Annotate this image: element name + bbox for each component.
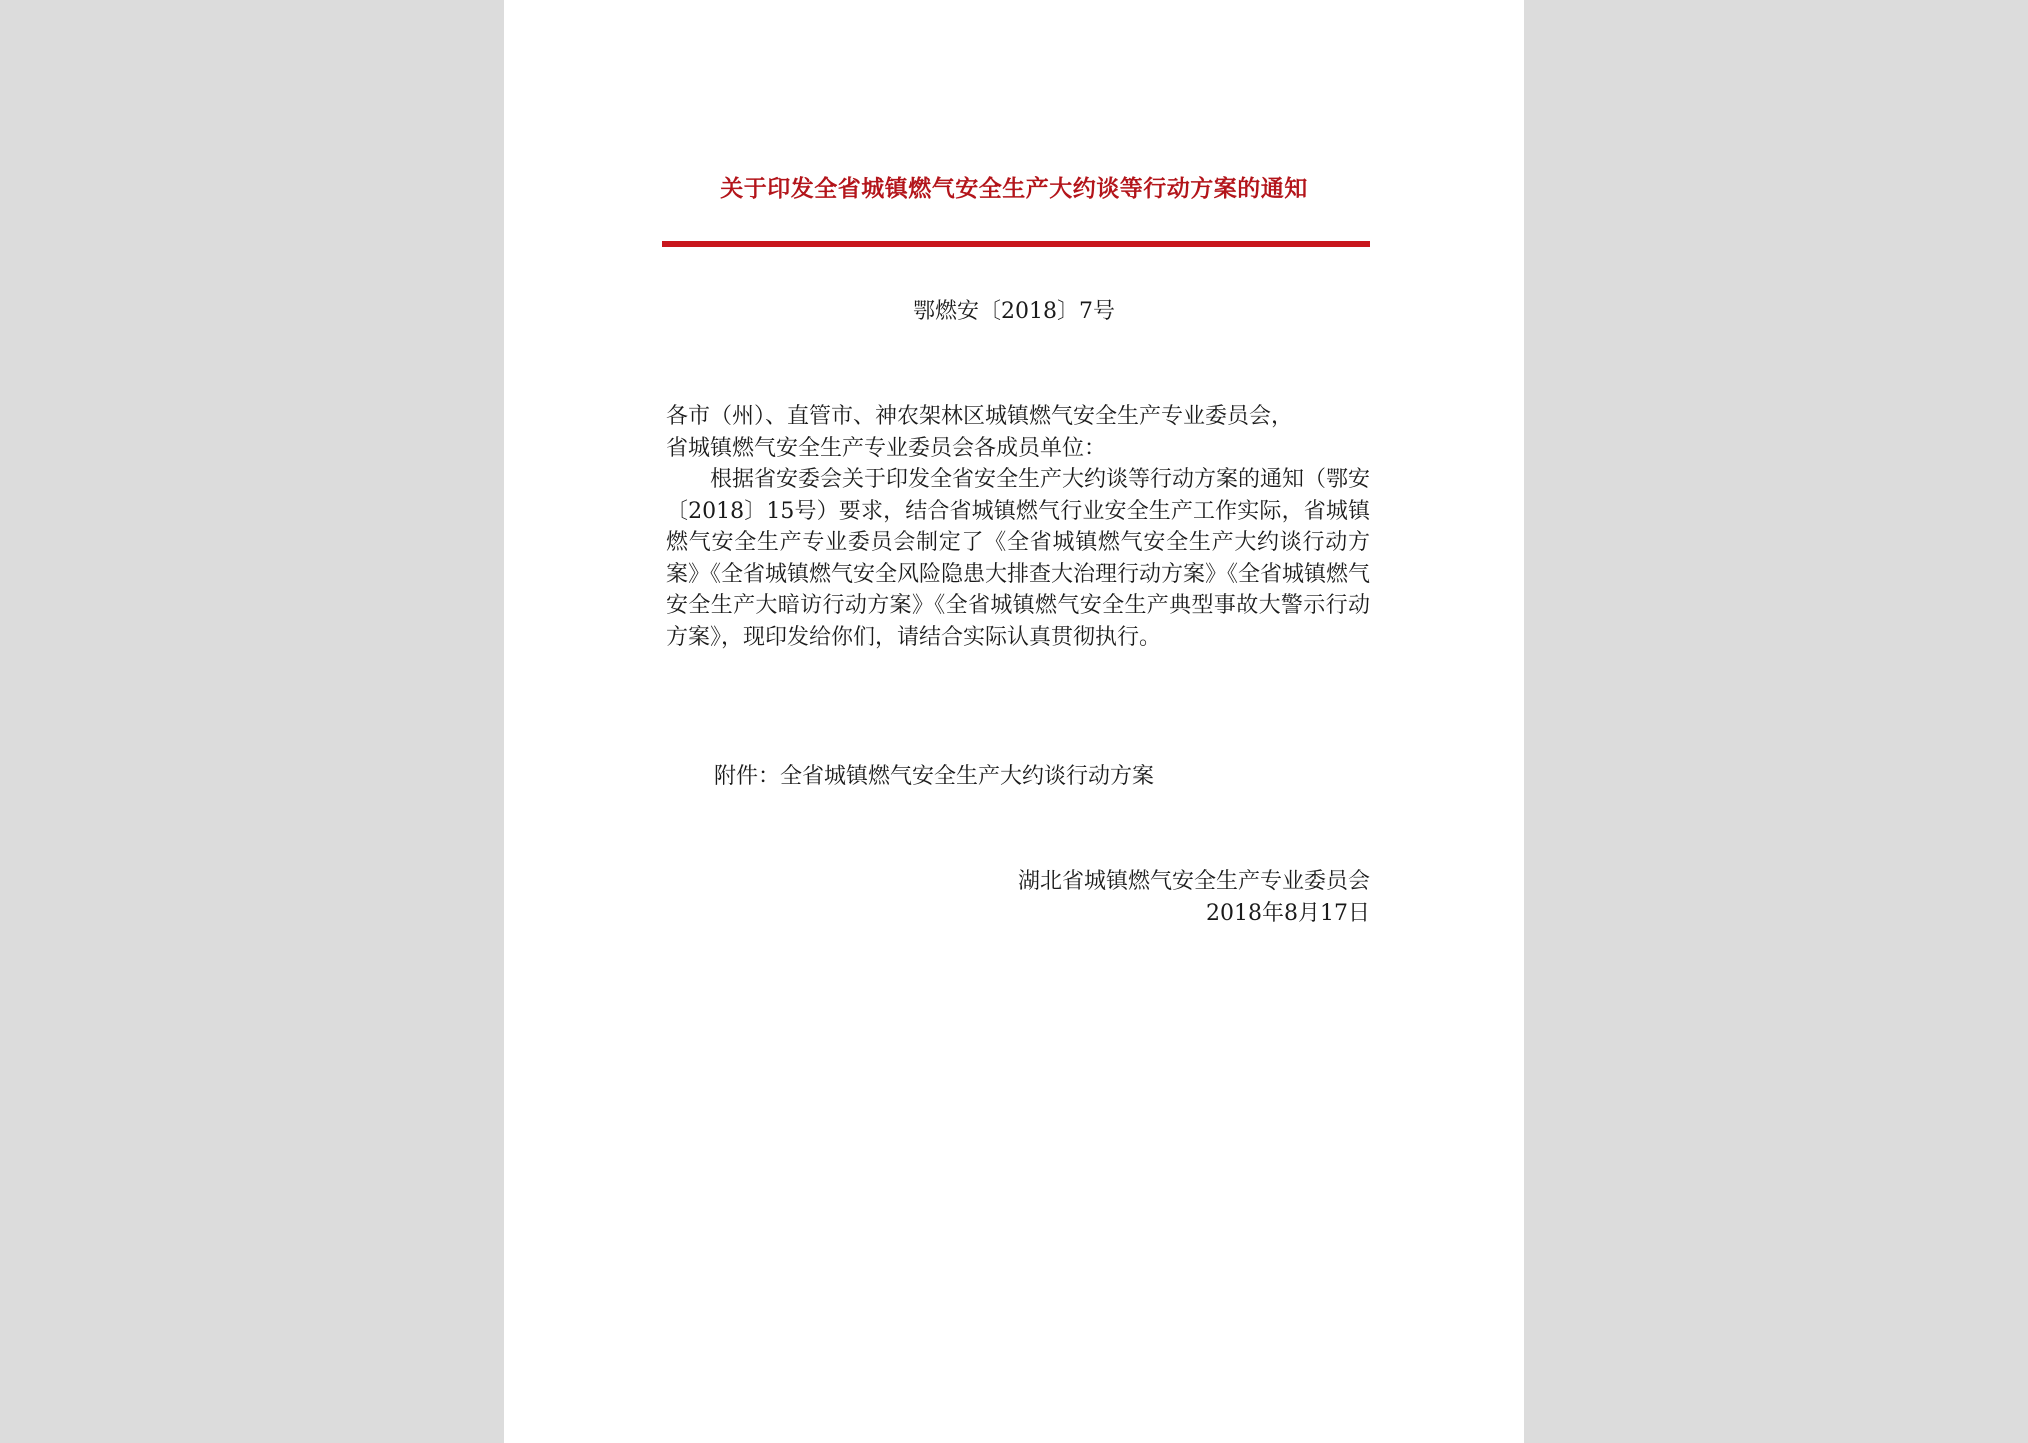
addressee-line-2: 省城镇燃气安全生产专业委员会各成员单位： <box>666 435 1107 461</box>
body-paragraph: 根据省安委会关于印发全省安全生产大约谈等行动方案的通知（鄂安〔2018〕15号）要求，结合省城镇燃气行业安全生产工作实际，省城镇燃气安全生产专业委员会制定了《全省城镇燃气安全生产大约谈行动方案》《全省城镇燃气安全风险隐患大排查大治理行动方案》《全省城镇燃气安全生产大暗访行动方案》《全省城镇燃气安全生产典型事故大警示行动方案》，现印发给你们，请结合实际认真贯彻执行。 <box>666 467 1371 650</box>
signature-block <box>1018 866 1370 929</box>
attachment-line: 附件：全省城镇燃气安全生产大约谈行动方案 <box>714 764 1155 789</box>
addressee-line-1: 各市（州）、直管市、神农架林区城镇燃气安全生产专业委员会， <box>666 404 1294 429</box>
signature-organization: 湖北省城镇燃气安全生产专业委员会 <box>1017 869 1370 894</box>
red-header-rule <box>662 241 1370 247</box>
document-body <box>666 401 1370 653</box>
document-number: 鄂燃安〔2018〕7号 <box>913 299 1115 324</box>
signature-date: 2018年8月17日 <box>1206 900 1370 926</box>
document-title: 关于印发全省城镇燃气安全生产大约谈等行动方案的通知 <box>720 175 1308 202</box>
document-page <box>504 0 1524 1443</box>
